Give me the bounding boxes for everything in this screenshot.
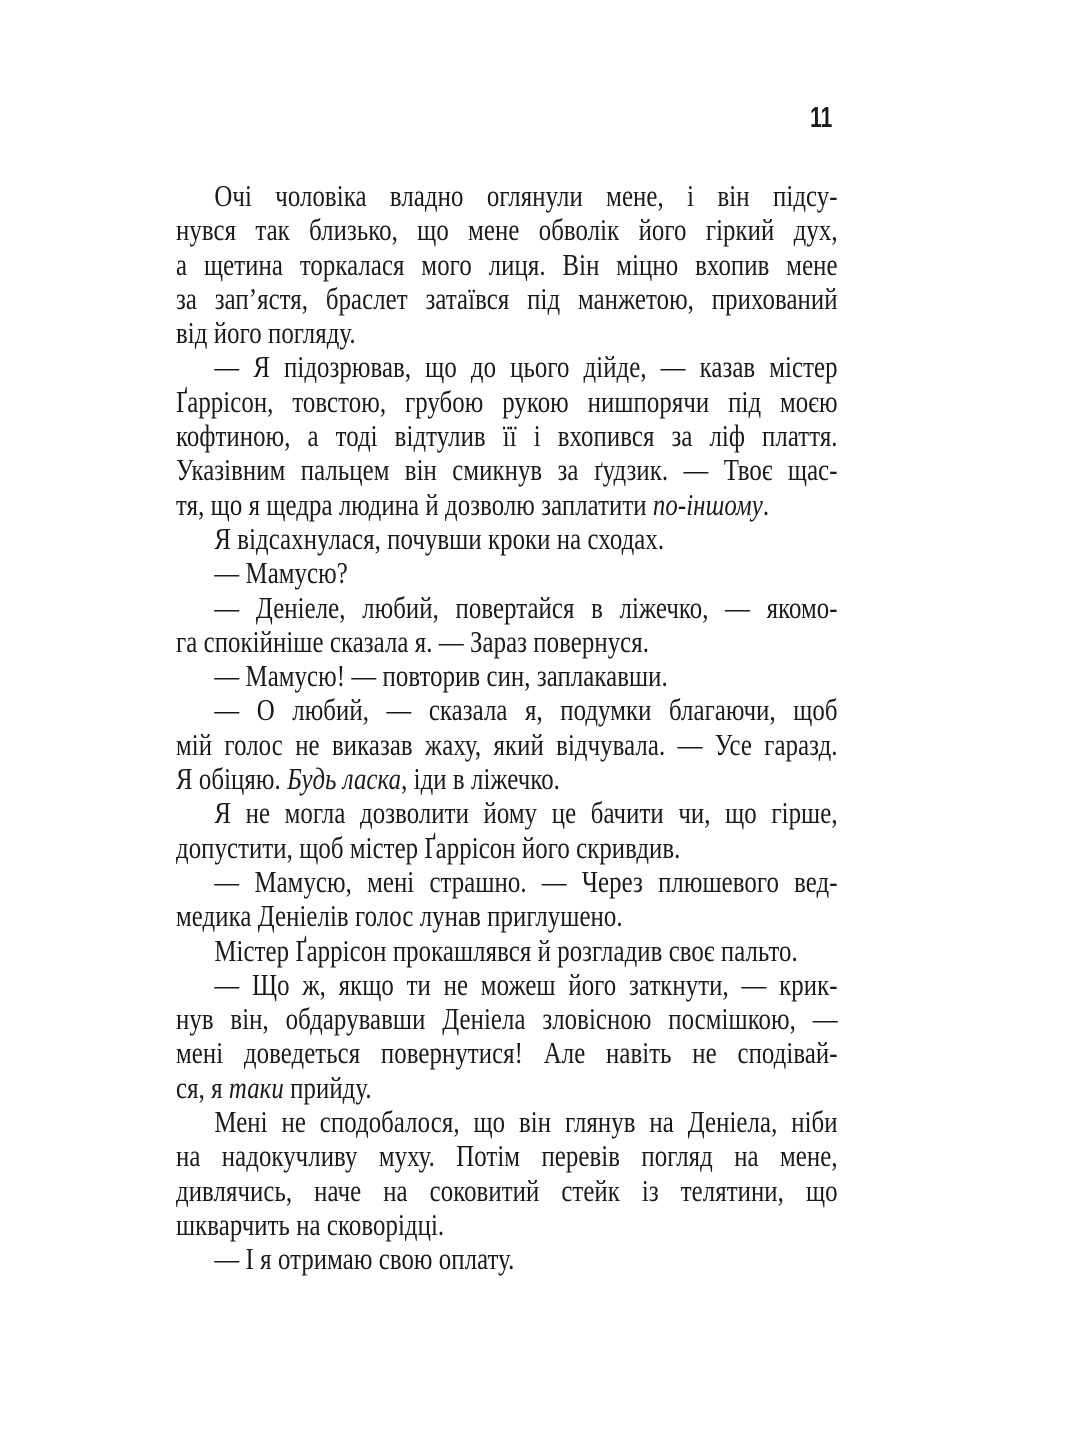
text-run: — Мамусю, мені страшно. — Через плюшевого вед- — [214, 863, 838, 899]
text-run: за зап’ястя, браслет затаївся під манжетою, прихований — [176, 280, 838, 316]
text-run: дивлячись, наче на соковитий стейк із телятини, що — [176, 1172, 838, 1208]
text-run: га спокійніше сказала я. — Зараз повернуся. — [176, 623, 650, 659]
italic-text-run: таки — [228, 1069, 284, 1105]
text-line — [176, 693, 838, 727]
text-line — [176, 1071, 838, 1105]
text-run: а щетина торкалася мого лиця. Він міцно вхопив мене — [176, 246, 838, 282]
text-line — [176, 1105, 838, 1139]
text-run: нувся так близько, що мене обволік його гіркий дух, — [176, 212, 838, 248]
text-run: від його погляду. — [176, 315, 356, 351]
text-line — [176, 350, 838, 384]
text-line — [176, 796, 838, 830]
text-line — [176, 213, 838, 247]
text-run: Указівним пальцем він смикнув за ґудзик. — Твоє щас- — [176, 452, 838, 488]
text-run: медика Деніелів голос лунав приглушено. — [176, 898, 623, 934]
text-line — [176, 1036, 838, 1070]
text-run: — Що ж, якщо ти не можеш його заткнути, — крик- — [214, 966, 838, 1002]
text-line — [176, 385, 838, 419]
text-run: Очі чоловіка владно оглянули мене, і він підсу- — [214, 178, 838, 213]
text-run: Мені не сподобалося, що він глянув на Деніела, ніби — [214, 1104, 838, 1140]
text-line — [176, 934, 838, 968]
text-run: — Деніеле, любий, повертайся в ліжечко, — якомо- — [214, 589, 838, 625]
text-line — [176, 556, 838, 590]
text-line — [176, 1174, 838, 1208]
text-line — [176, 728, 838, 762]
text-run: прийду. — [283, 1069, 372, 1105]
text-line — [176, 1139, 838, 1173]
text-line — [176, 1002, 838, 1036]
text-run: Я відсахнулася, почувши кроки на сходах. — [214, 520, 665, 556]
text-line — [176, 282, 838, 316]
text-line — [176, 248, 838, 282]
text-run: нув він, обдарувавши Деніела зловісною посмішкою, — — [176, 1001, 838, 1037]
text-line — [176, 762, 838, 796]
text-run: на надокучливу муху. Потім перевів погляд на мене, — [176, 1138, 838, 1174]
text-line — [176, 899, 838, 933]
text-run: Містер Ґаррісон прокашлявся й розгладив своє пальто. — [214, 932, 798, 968]
text-line — [176, 659, 838, 693]
text-line — [176, 865, 838, 899]
text-run: — О любий, — сказала я, подумки благаючи, щоб — [214, 692, 838, 728]
text-run: Я обіцяю. — [176, 761, 288, 797]
text-line — [176, 179, 838, 213]
text-run: тя, що я щедра людина й дозволю заплатити — [176, 486, 653, 522]
italic-text-run: Будь ласка — [287, 761, 402, 797]
text-run: — Мамусю! — повторив син, заплакавши. — [214, 658, 668, 694]
text-line — [176, 419, 838, 453]
text-line — [176, 488, 838, 522]
text-run: — Я підозрював, що до цього дійде, — казав містер — [214, 349, 838, 385]
text-run: — Мамусю? — [214, 555, 348, 591]
text-line — [176, 625, 838, 659]
text-run: Ґаррісон, товстою, грубою рукою нишпорячи під моєю — [176, 383, 838, 419]
text-run: Я не могла дозволити йому це бачити чи, що гірше, — [214, 795, 838, 831]
text-line — [176, 1208, 838, 1242]
text-line — [176, 591, 838, 625]
text-run: , іди в ліжечко. — [401, 761, 560, 797]
text-run: мені доведеться повернутися! Але навіть не сподівай- — [176, 1035, 838, 1071]
text-run: мій голос не виказав жаху, який відчувала. — Усе гаразд. — [176, 726, 838, 762]
text-line — [176, 1242, 838, 1276]
page-number: 11 — [810, 102, 833, 134]
text-run: кофтиною, а тоді відтулив її і вхопився за ліф плаття. — [176, 418, 838, 454]
text-line — [176, 453, 838, 487]
text-run: допустити, щоб містер Ґаррісон його скривдив. — [176, 829, 681, 865]
text-line — [176, 316, 838, 350]
text-line — [176, 831, 838, 865]
text-run: — І я отримаю свою оплату. — [214, 1241, 515, 1277]
italic-text-run: по-іншому — [652, 486, 763, 522]
text-line — [176, 968, 838, 1002]
text-run: ся, я — [176, 1069, 229, 1105]
text-run: . — [762, 486, 770, 522]
text-line — [176, 522, 838, 556]
page-text — [176, 179, 838, 1277]
text-run: шкварчить на сковорідці. — [176, 1206, 445, 1242]
